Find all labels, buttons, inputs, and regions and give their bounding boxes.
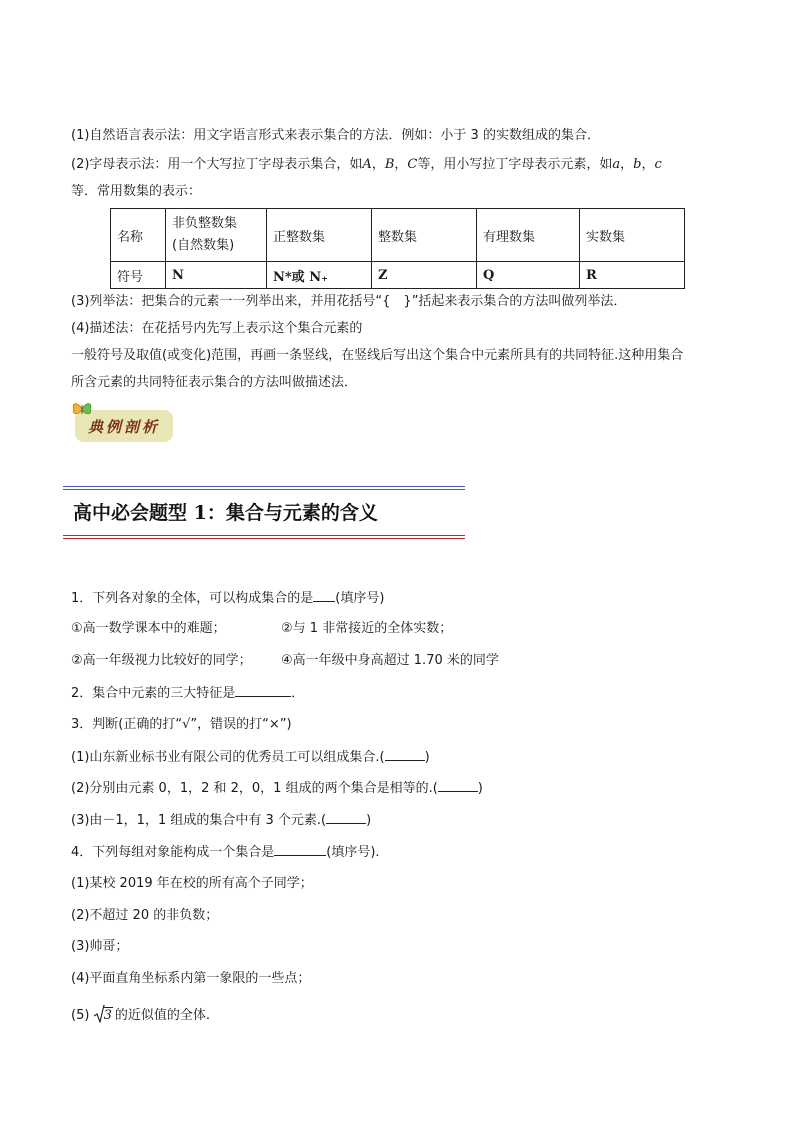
var-a: a — [612, 157, 621, 172]
q4-prefix: 4．下列每组对象能构成一个集合是 — [71, 845, 275, 860]
method-line-6: 所含元素的共同特征表示集合的方法叫做描述法． — [71, 375, 358, 390]
table-cell: 符号 — [111, 262, 166, 289]
cell-line: 非负整数集 — [172, 216, 238, 231]
q1-prefix: 1．下列各对象的全体，可以构成集合的是 — [71, 591, 314, 606]
table-cell: 整数集 — [372, 209, 477, 262]
table-cell: R — [580, 262, 685, 289]
method-line-3: (3)列举法：把集合的元素一一列举出来，并用花括号“{ }”括起来表示集合的方法叫做列举法． — [71, 294, 627, 309]
q1-option-4: ④高一年级中身高超过 1.70 米的同学 — [281, 653, 499, 668]
q1-option-1: ①高一数学课本中的难题； — [71, 621, 226, 636]
q4-item-4: (4)平面直角坐标系内第一象限的一些点； — [71, 971, 311, 986]
answer-blank[interactable] — [438, 780, 478, 792]
table-row — [111, 262, 685, 289]
intro-line-2 — [71, 157, 662, 173]
sqrt-expression — [94, 1008, 113, 1024]
table-cell: 名称 — [111, 209, 166, 262]
table-row — [111, 209, 685, 262]
var-b: b — [633, 157, 642, 172]
table-cell: N — [166, 262, 267, 289]
q2-prefix: 2．集合中元素的三大特征是 — [71, 686, 236, 701]
q1-suffix: (填序号) — [335, 591, 385, 606]
q1-option-2: ②与 1 非常接近的全体实数； — [281, 621, 453, 636]
q4-5-prefix: (5) — [71, 1008, 90, 1023]
radical-sign-icon — [94, 1005, 105, 1023]
bottom-rule-red-2 — [63, 538, 465, 539]
q3-2-close: ) — [477, 781, 483, 796]
question-4 — [71, 844, 380, 861]
answer-blank[interactable] — [326, 812, 366, 824]
q3-1-text: (1)山东新业标书业有限公司的优秀员工可以组成集合.( — [71, 750, 385, 765]
butterfly-icon — [71, 401, 93, 417]
section-title: 高中必会题型 1：集合与元素的含义 — [73, 502, 378, 524]
q4-item-1: (1)某校 2019 年在校的所有高个子同学； — [71, 876, 313, 891]
question-1 — [71, 590, 384, 607]
question-2 — [71, 685, 304, 702]
sep-1: ， — [371, 157, 385, 172]
table-cell: 有理数集 — [477, 209, 580, 262]
q4-suffix: (填序号). — [326, 845, 380, 860]
method-line-5: 一般符号及取值(或变化)范围，再画一条竖线，在竖线后写出这个集合中元素所具有的共同特征.这种用集合 — [71, 348, 684, 363]
var-C: C — [407, 157, 418, 172]
q1-option-3: ②高一年级视力比较好的同学； — [71, 653, 252, 668]
intro-line-1: (1)自然语言表示法：用文字语言形式来表示集合的方法．例如：小于 3 的实数组成的集合． — [71, 128, 600, 143]
intro-line-2-text-b: 等，用小写拉丁字母表示元素，如 — [417, 157, 613, 172]
q4-item-5 — [71, 1008, 210, 1024]
intro-line-3: 等．常用数集的表示： — [71, 184, 202, 199]
answer-blank[interactable] — [313, 590, 335, 602]
sep-4: ， — [641, 157, 655, 172]
top-rule-blue — [63, 486, 465, 487]
q4-item-3: (3)帅哥； — [71, 939, 129, 954]
q3-item-1 — [71, 749, 430, 766]
var-A: A — [362, 157, 372, 172]
table-cell — [166, 209, 267, 262]
table-cell: N*或 N₊ — [267, 262, 372, 289]
q2-suffix: ． — [291, 686, 305, 701]
method-line-4: (4)描述法：在花括号内先写上表示这个集合元素的 — [71, 321, 363, 336]
table-cell: Z — [372, 262, 477, 289]
q3-item-3 — [71, 812, 371, 829]
q3-3-text: (3)由－1，1，1 组成的集合中有 3 个元素.( — [71, 813, 327, 828]
radicand: 3 — [103, 1008, 112, 1023]
q3-item-2 — [71, 780, 483, 797]
example-analysis-badge: 典例剖析 — [75, 410, 173, 442]
table-cell: 实数集 — [580, 209, 685, 262]
table-cell: 正整数集 — [267, 209, 372, 262]
q4-5-suffix: 的近似值的全体. — [114, 1008, 210, 1023]
intro-line-2-text-a: (2)字母表示法：用一个大写拉丁字母表示集合，如 — [71, 157, 363, 172]
number-set-table — [110, 208, 685, 289]
sep-3: ， — [620, 157, 634, 172]
question-3: 3．判断(正确的打“√”，错误的打“×”) — [71, 717, 292, 732]
bottom-rule-red — [63, 535, 465, 536]
q3-2-text: (2)分别由元素 0，1，2 和 2，0，1 组成的两个集合是相等的.( — [71, 781, 438, 796]
sep-2: ， — [394, 157, 408, 172]
q3-1-close: ) — [424, 750, 430, 765]
top-rule-blue-2 — [63, 489, 465, 490]
var-B: B — [384, 157, 395, 172]
var-c: c — [654, 157, 662, 172]
answer-blank[interactable] — [385, 749, 425, 761]
answer-blank[interactable] — [235, 685, 291, 697]
q4-item-2: (2)不超过 20 的非负数； — [71, 908, 219, 923]
answer-blank[interactable] — [274, 844, 326, 856]
table-cell: Q — [477, 262, 580, 289]
cell-line: (自然数集) — [172, 238, 235, 253]
q3-3-close: ) — [366, 813, 372, 828]
